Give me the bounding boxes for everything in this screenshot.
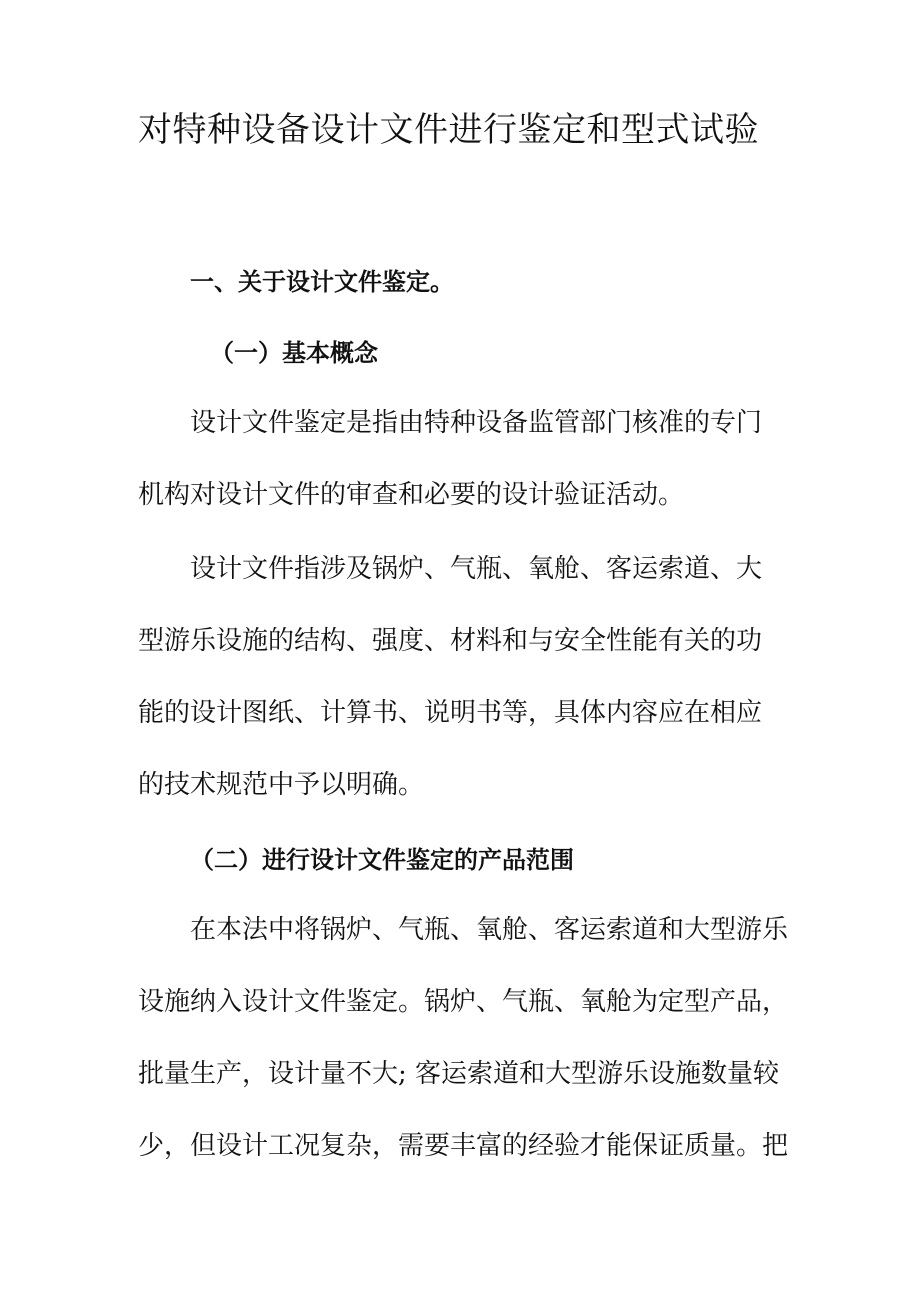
- paragraph-2-line-1: 设计文件指涉及锅炉、气瓶、氧舱、客运索道、大: [190, 554, 763, 584]
- subsection-heading-basic-concept: （一）基本概念: [210, 339, 378, 367]
- paragraph-2-line-3: 能的设计图纸、计算书、说明书等，具体内容应在相应: [138, 698, 763, 728]
- paragraph-3-line-1: 在本法中将锅炉、气瓶、氧舱、客运索道和大型游乐: [190, 915, 789, 945]
- paragraph-3-line-3: 批量生产，设计量不大; 客运索道和大型游乐设施数量较: [138, 1059, 780, 1089]
- paragraph-1-line-1: 设计文件鉴定是指由特种设备监管部门核准的专门: [190, 408, 763, 438]
- paragraph-2-line-2: 型游乐设施的结构、强度、材料和与安全性能有关的功: [138, 626, 763, 656]
- paragraph-1-line-2: 机构对设计文件的审查和必要的设计验证活动。: [138, 480, 685, 510]
- paragraph-3-line-2: 设施纳入设计文件鉴定。锅炉、气瓶、氧舱为定型产品，: [138, 987, 789, 1017]
- paragraph-3-line-4: 少，但设计工况复杂，需要丰富的经验才能保证质量。把: [138, 1131, 789, 1161]
- section-heading-1: 一、关于设计文件鉴定。: [190, 268, 454, 296]
- paragraph-2-line-4: 的技术规范中予以明确。: [138, 770, 425, 800]
- subsection-heading-product-scope: （二）进行设计文件鉴定的产品范围: [190, 846, 574, 874]
- document-title: 对特种设备设计文件进行鉴定和型式试验: [138, 110, 759, 150]
